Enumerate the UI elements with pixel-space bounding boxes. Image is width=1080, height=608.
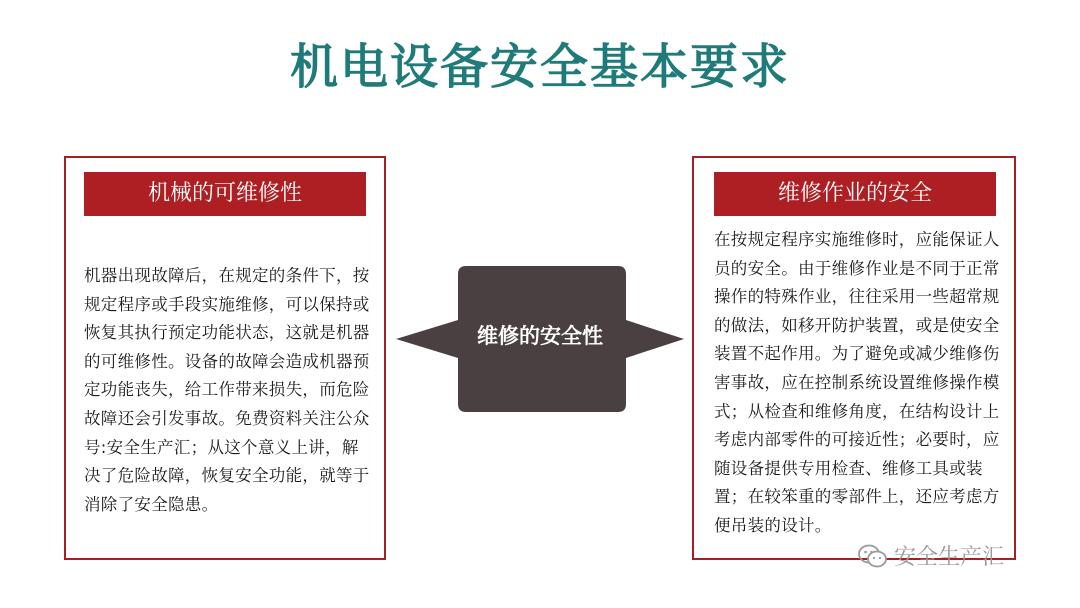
watermark-text: 安全生产汇 [894,545,1005,570]
maintainability-text: 机器出现故障后，在规定的条件下，按规定程序或手段实施维修，可以保持或恢复其执行预定功能状态，这就是机器的可维修性。设备的故障会造成机器预定功能丧失，给工作带来损失，而危险故障还会引发事故。免费资料关注公众号:安全生产汇；从这个意义上讲，解决了危险故障，恢复安全功能，就等于消除了安全隐患。 [84,266,370,514]
watermark [858,540,1004,571]
maintenance-safety-text: 在按规定程序实施维修时，应能保证人员的安全。由于维修作业是不同于正常操作的特殊作业，往往采用一些超常规的做法，如移开防护装置，或是使安全装置不起作用。为了避免或减少维修伤害事故，应在控制系统设置维修操作模式；从检查和维修角度，在结构设计上考虑内部零件的可接近性；必要时，应随设备提供专用检查、维修工具或装置；在较笨重的零部件上，还应考虑方便吊装的设计。 [714,230,1000,535]
wechat-icon [858,543,888,569]
maintenance-safety-header: 维修作业的安全 [714,172,996,216]
page-title: 机电设备安全基本要求 [289,39,790,95]
maintainability-panel [64,156,386,560]
maintainability-header: 机械的可维修性 [84,172,366,216]
maintenance-safety-panel [692,156,1016,560]
center-label: 维修的安全性 [477,324,603,348]
